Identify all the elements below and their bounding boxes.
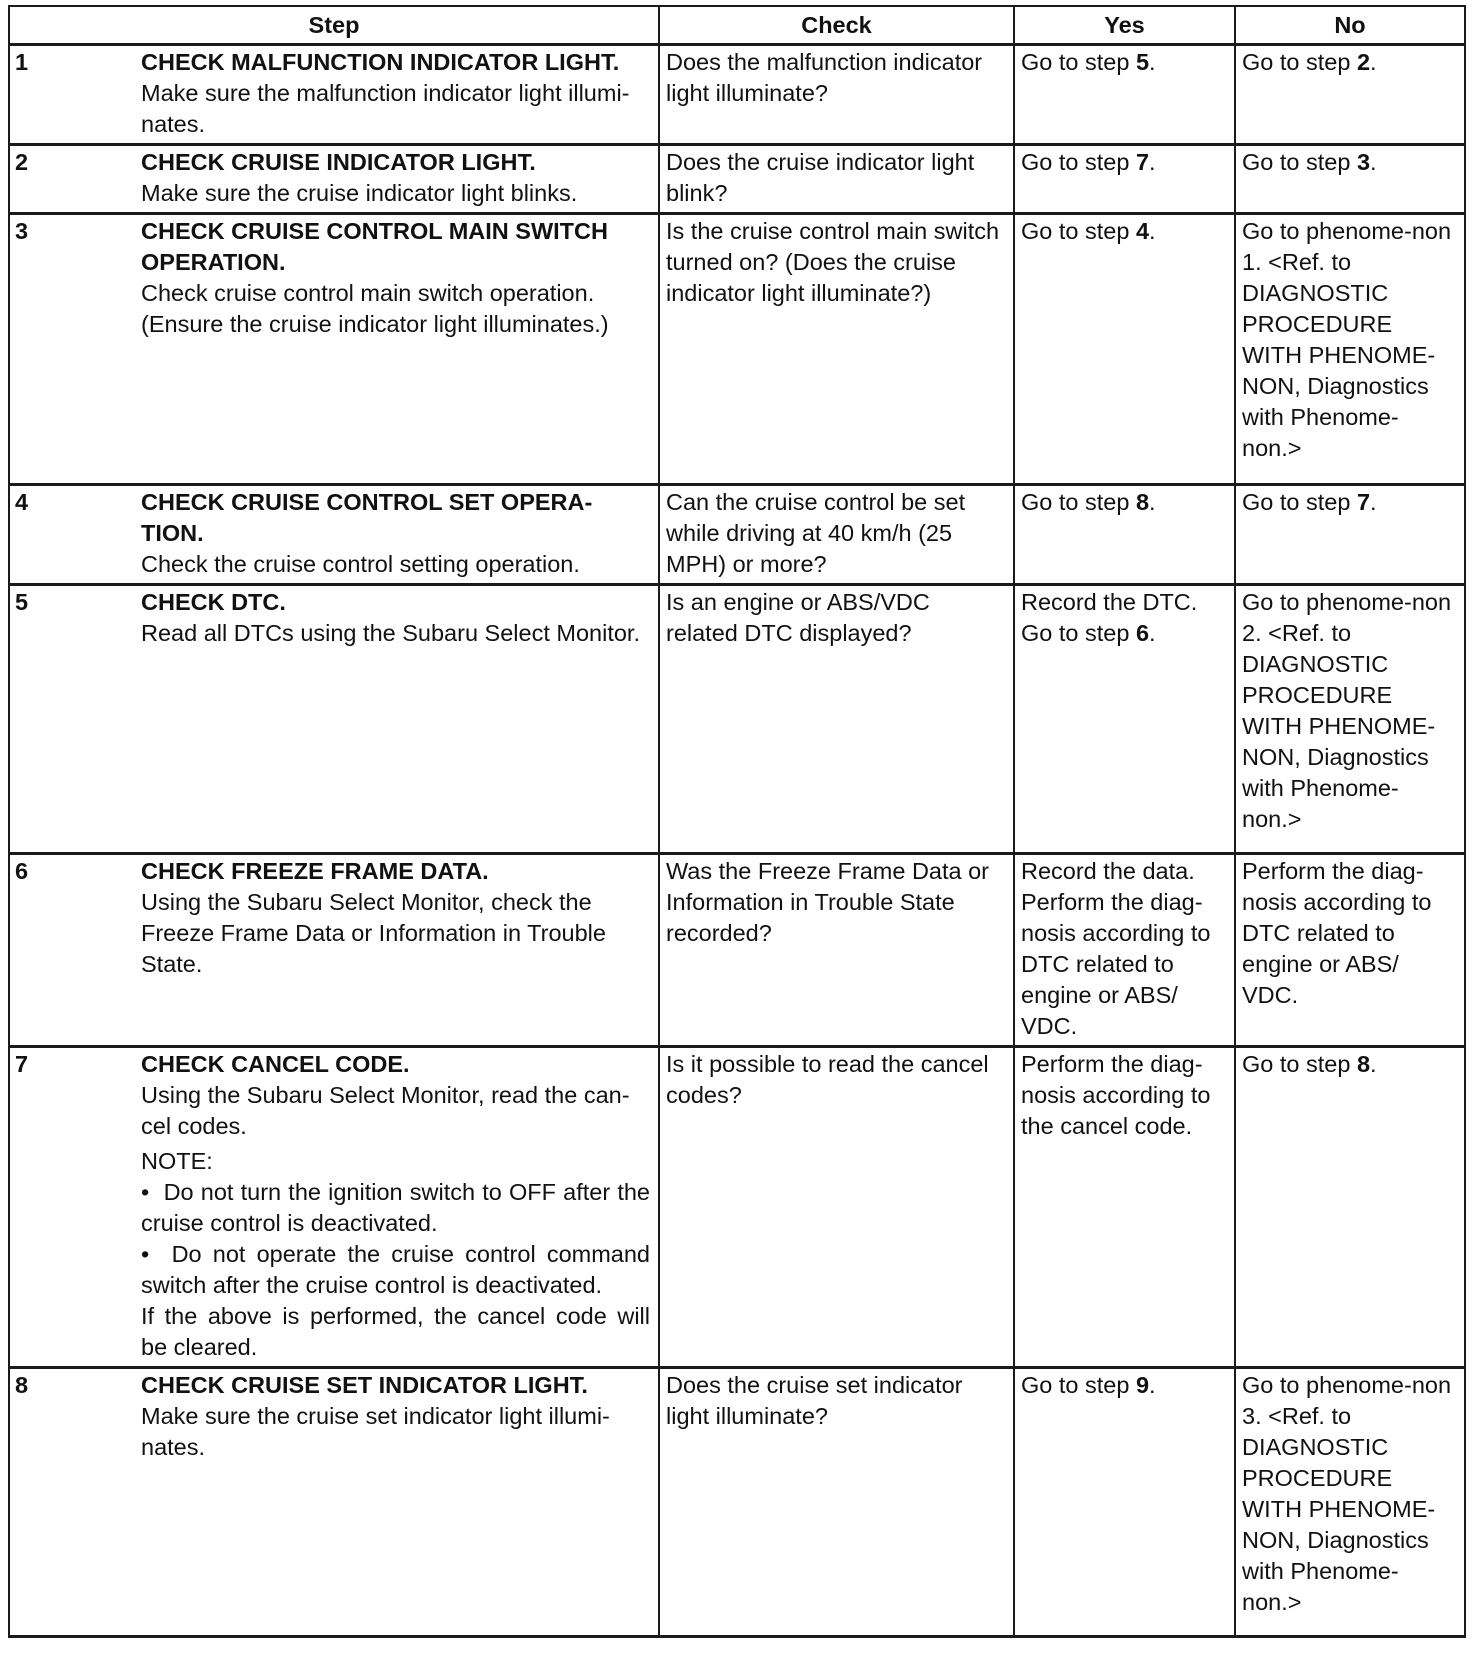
yes-suffix: . <box>1149 489 1156 515</box>
header-yes: Yes <box>1014 6 1235 45</box>
yes-cell <box>1014 585 1235 854</box>
no-cell: Go to phenome-non 1. <Ref. to DIAGNOSTIC PROCEDURE WITH PHENOME-NON, Diagnostics with Phenome-non.> <box>1235 214 1465 485</box>
step-body <box>141 147 652 209</box>
yes-suffix: . <box>1149 1372 1156 1398</box>
step-title: CHECK CRUISE SET INDICATOR LIGHT. <box>141 1372 588 1398</box>
step-number: 4 <box>15 489 29 515</box>
check-cell: Is it possible to read the cancel codes? <box>659 1047 1014 1368</box>
no-text: Go to step <box>1242 1051 1357 1077</box>
yes-text: Go to step <box>1021 149 1136 175</box>
check-cell: Does the cruise indicator light blink? <box>659 145 1014 214</box>
check-cell: Was the Freeze Frame Data or Information in Trouble State recorded? <box>659 854 1014 1047</box>
yes-text: Go to step <box>1021 1372 1136 1398</box>
table-row <box>9 485 1465 585</box>
table-body <box>9 45 1465 1637</box>
step-cell <box>9 485 659 585</box>
step-number: 7 <box>15 1051 29 1077</box>
step-title: CHECK CRUISE CONTROL MAIN SWITCH OPERATION. <box>141 218 608 275</box>
step-cell <box>9 145 659 214</box>
yes-text: Record the DTC. Go to step <box>1021 589 1198 646</box>
step-title: CHECK FREEZE FRAME DATA. <box>141 858 489 884</box>
yes-step-ref: 4 <box>1135 218 1150 244</box>
diagnostic-procedure-table <box>8 5 1466 1638</box>
no-text: Go to step <box>1242 489 1357 515</box>
note-bullet: • Do not operate the cruise control command switch after the cruise control is deactivated. <box>141 1239 650 1301</box>
yes-cell: Record the data. Perform the diag-nosis according to DTC related to engine or ABS/ VDC. <box>1014 854 1235 1047</box>
step-cell <box>9 214 659 485</box>
yes-suffix: . <box>1149 49 1156 75</box>
check-cell: Does the malfunction indicator light illuminate? <box>659 45 1014 145</box>
yes-step-ref: 8 <box>1135 489 1150 515</box>
step-cell <box>9 585 659 854</box>
step-body <box>141 216 652 340</box>
no-cell: Go to phenome-non 3. <Ref. to DIAGNOSTIC PROCEDURE WITH PHENOME-NON, Diagnostics with Phenome-non.> <box>1235 1368 1465 1637</box>
step-cell <box>9 45 659 145</box>
step-title: CHECK CRUISE CONTROL SET OPERA-TION. <box>141 489 593 546</box>
step-number: 6 <box>15 858 29 884</box>
step-description: Make sure the cruise indicator light blinks. <box>141 180 578 206</box>
no-cell <box>1235 145 1465 214</box>
yes-step-ref: 6 <box>1135 620 1150 646</box>
header-no: No <box>1235 6 1465 45</box>
step-body <box>141 487 652 580</box>
yes-text: Go to step <box>1021 49 1136 75</box>
table-row <box>9 145 1465 214</box>
no-cell: Perform the diag-nosis according to DTC related to engine or ABS/ VDC. <box>1235 854 1465 1047</box>
no-step-ref: 8 <box>1356 1051 1371 1077</box>
step-number: 3 <box>15 218 29 244</box>
step-number: 2 <box>15 149 29 175</box>
yes-text: Go to step <box>1021 489 1136 515</box>
note-after: If the above is performed, the cancel code will be cleared. <box>141 1303 650 1360</box>
no-suffix: . <box>1370 49 1377 75</box>
no-text: Go to step <box>1242 49 1357 75</box>
yes-cell <box>1014 45 1235 145</box>
table-row <box>9 1368 1465 1637</box>
step-body <box>141 856 652 980</box>
yes-cell <box>1014 214 1235 485</box>
step-cell <box>9 1368 659 1637</box>
step-description: Make sure the malfunction indicator light illumi-nates. <box>141 80 630 137</box>
step-description: Make sure the cruise set indicator light illumi-nates. <box>141 1403 610 1460</box>
note-bullet: • Do not turn the ignition switch to OFF after the cruise control is deactivated. <box>141 1177 650 1239</box>
step-body <box>141 587 652 649</box>
header-check: Check <box>659 6 1014 45</box>
step-cell <box>9 854 659 1047</box>
yes-step-ref: 9 <box>1135 1372 1150 1398</box>
table-row <box>9 854 1465 1047</box>
header-step: Step <box>9 6 659 45</box>
step-description: Using the Subaru Select Monitor, read the can-cel codes. <box>141 1082 630 1139</box>
table-row <box>9 214 1465 485</box>
no-suffix: . <box>1370 149 1377 175</box>
yes-cell <box>1014 1368 1235 1637</box>
yes-step-ref: 5 <box>1135 49 1150 75</box>
step-number: 1 <box>15 49 29 75</box>
yes-cell <box>1014 485 1235 585</box>
table-header <box>9 6 1465 45</box>
yes-cell: Perform the diag-nosis according to the cancel code. <box>1014 1047 1235 1368</box>
table-row <box>9 1047 1465 1368</box>
no-step-ref: 7 <box>1356 489 1371 515</box>
no-step-ref: 3 <box>1356 149 1371 175</box>
step-title: CHECK DTC. <box>141 589 286 615</box>
check-cell: Can the cruise control be set while driving at 40 km/h (25 MPH) or more? <box>659 485 1014 585</box>
step-number: 8 <box>15 1372 29 1398</box>
table-row <box>9 585 1465 854</box>
no-cell <box>1235 45 1465 145</box>
header-row <box>9 6 1465 45</box>
check-cell: Is an engine or ABS/VDC related DTC displayed? <box>659 585 1014 854</box>
yes-step-ref: 7 <box>1135 149 1150 175</box>
step-description: Check cruise control main switch operation. (Ensure the cruise indicator light illuminates.) <box>141 280 609 337</box>
check-cell: Does the cruise set indicator light illuminate? <box>659 1368 1014 1637</box>
yes-suffix: . <box>1149 620 1156 646</box>
yes-suffix: . <box>1149 149 1156 175</box>
check-cell: Is the cruise control main switch turned on? (Does the cruise indicator light illuminate?) <box>659 214 1014 485</box>
step-number: 5 <box>15 589 29 615</box>
no-cell <box>1235 1047 1465 1368</box>
step-body <box>141 1049 652 1363</box>
step-title: CHECK CRUISE INDICATOR LIGHT. <box>141 149 536 175</box>
yes-suffix: . <box>1149 218 1156 244</box>
step-cell <box>9 1047 659 1368</box>
step-body <box>141 1370 652 1463</box>
step-title: CHECK CANCEL CODE. <box>141 1051 410 1077</box>
yes-cell <box>1014 145 1235 214</box>
note-label: NOTE: <box>141 1148 213 1174</box>
no-suffix: . <box>1370 1051 1377 1077</box>
note-block <box>141 1146 650 1363</box>
step-description: Check the cruise control setting operation. <box>141 551 580 577</box>
step-description: Read all DTCs using the Subaru Select Monitor. <box>141 620 640 646</box>
yes-text: Go to step <box>1021 218 1136 244</box>
table-row <box>9 45 1465 145</box>
no-cell: Go to phenome-non 2. <Ref. to DIAGNOSTIC PROCEDURE WITH PHENOME-NON, Diagnostics with Phenome-non.> <box>1235 585 1465 854</box>
no-suffix: . <box>1370 489 1377 515</box>
step-title: CHECK MALFUNCTION INDICATOR LIGHT. <box>141 49 620 75</box>
step-description: Using the Subaru Select Monitor, check the Freeze Frame Data or Information in Trouble State. <box>141 889 606 977</box>
no-cell <box>1235 485 1465 585</box>
step-body <box>141 47 652 140</box>
no-text: Go to step <box>1242 149 1357 175</box>
no-step-ref: 2 <box>1356 49 1371 75</box>
